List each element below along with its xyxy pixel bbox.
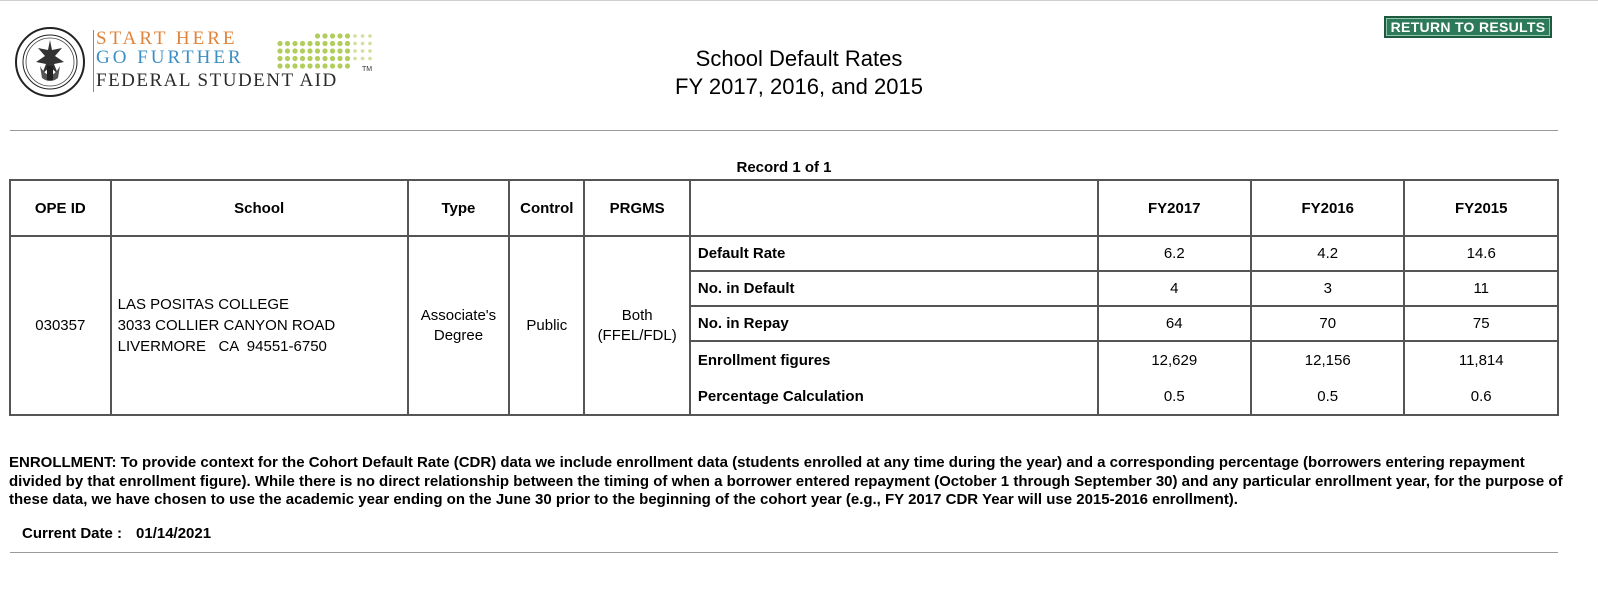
header-type: Type: [408, 180, 509, 236]
logo-start-here: START HERE: [96, 28, 238, 49]
metric-value: 12,629: [1098, 341, 1251, 378]
metric-label: Default Rate: [690, 236, 1098, 271]
header-fy2015: FY2015: [1404, 180, 1558, 236]
type-value: Associate's Degree: [420, 306, 497, 344]
school-cell: [111, 236, 408, 415]
table-row: [10, 236, 1558, 271]
logo-go-further: GO FURTHER: [96, 47, 244, 68]
metric-value: 6.2: [1098, 236, 1251, 271]
ope-id-cell: 030357: [10, 236, 111, 415]
type-cell: [408, 236, 509, 415]
metric-value: 0.5: [1098, 378, 1251, 415]
logo-trademark: TM: [362, 66, 373, 73]
page-title: School Default Rates: [695, 46, 903, 71]
control-cell: Public: [509, 236, 584, 415]
header-control: Control: [509, 180, 584, 236]
metric-label: No. in Repay: [690, 306, 1098, 341]
current-date: [22, 525, 211, 542]
metric-value: 4.2: [1251, 236, 1404, 271]
school-city: LIVERMORE CA 94551-6750: [117, 338, 327, 355]
metric-value: 0.5: [1251, 378, 1404, 415]
current-date-label: Current Date :: [22, 525, 123, 542]
metric-value: 70: [1251, 306, 1404, 341]
metric-label: Percentage Calculation: [690, 378, 1098, 415]
header-prgms: PRGMS: [584, 180, 689, 236]
metric-value: 4: [1098, 271, 1251, 306]
metric-value: 12,156: [1251, 341, 1404, 378]
metric-label: No. in Default: [690, 271, 1098, 306]
top-border: [0, 0, 1598, 1]
prgms-value: Both (FFEL/FDL): [597, 306, 677, 344]
default-rates-table: [9, 179, 1559, 416]
school-address: 3033 COLLIER CANYON ROAD: [117, 317, 336, 334]
header-ope-id: OPE ID: [10, 180, 111, 236]
return-to-results-button[interactable]: RETURN TO RESULTS: [1384, 16, 1552, 38]
metric-label: Enrollment figures: [690, 341, 1098, 378]
header-fy2016: FY2016: [1251, 180, 1404, 236]
header-divider: [10, 130, 1558, 131]
metric-value: 11,814: [1404, 341, 1558, 378]
header-school: School: [111, 180, 408, 236]
page-subtitle: FY 2017, 2016, and 2015: [675, 74, 923, 99]
logo-divider: [93, 30, 94, 92]
enrollment-note: ENROLLMENT: To provide context for the Cohort Default Rate (CDR) data we include enrollment data (students enrolled at any time during the year) and a corresponding percentage (borrowers entering repayment divided by that enrollment figure). While there is no direct relationship between the timing of when a borrower entered repayment (October 1 through September 30) and any particular enrollment year, for the purpose of these data, we have chosen to use the academic year ending on the June 30 prior to the beginning of the cohort year (e.g., FY 2017 CDR Year will use 2015-2016 enrollment).: [9, 454, 1563, 508]
metric-value: 11: [1404, 271, 1558, 306]
metric-value: 0.6: [1404, 378, 1558, 415]
record-count: Record 1 of 1: [736, 159, 832, 176]
header-fy2017: FY2017: [1098, 180, 1251, 236]
department-of-education-seal-icon: [14, 26, 86, 98]
header-metric-label: [690, 180, 1098, 236]
prgms-cell: [584, 236, 689, 415]
current-date-value: 01/14/2021: [136, 525, 212, 542]
table-header-row: [10, 180, 1558, 236]
metric-value: 64: [1098, 306, 1251, 341]
metric-value: 75: [1404, 306, 1558, 341]
logo-dots-pattern-icon: [276, 32, 376, 72]
fsa-logo[interactable]: [14, 24, 374, 100]
logo-federal-student-aid: FEDERAL STUDENT AID: [96, 70, 338, 91]
school-name: LAS POSITAS COLLEGE: [117, 296, 290, 313]
metric-value: 3: [1251, 271, 1404, 306]
metric-value: 14.6: [1404, 236, 1558, 271]
footer-divider: [10, 552, 1558, 553]
